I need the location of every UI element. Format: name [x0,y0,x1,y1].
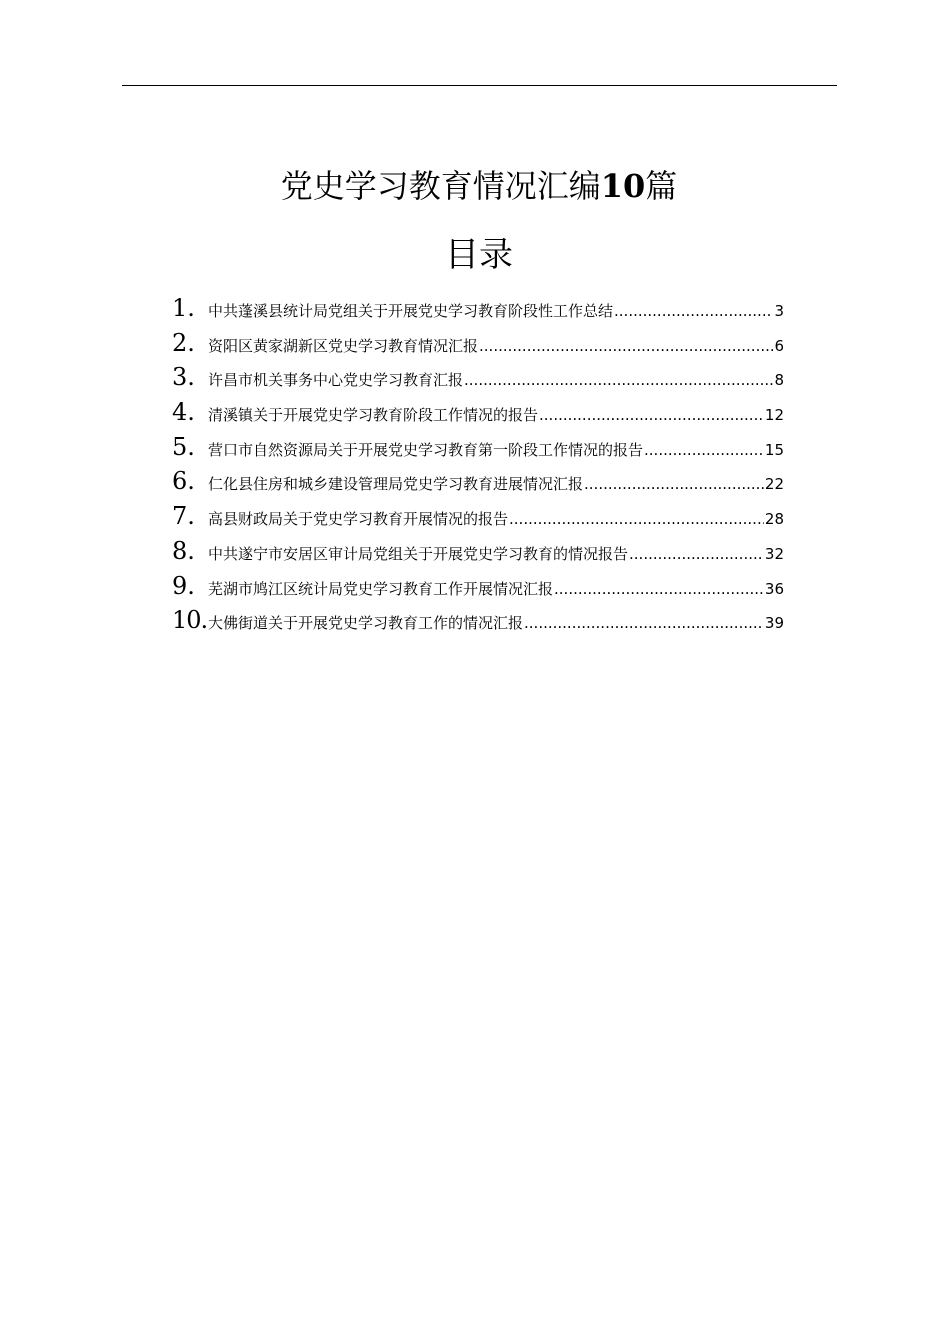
toc-item-title[interactable]: 大佛街道关于开展党史学习教育工作的情况汇报 [208,614,524,633]
toc-item-number: 1. [172,294,195,322]
document-title-main: 党史学习教育情况汇编 [280,167,601,205]
toc-item-number: 7. [172,502,195,531]
toc-item-number: 8. [172,536,195,565]
toc-item-number: 10. [172,606,208,635]
toc-item-page[interactable]: 28 [764,510,784,529]
toc-item-page[interactable]: 15 [764,440,784,459]
toc-dot-leader [629,545,764,563]
toc-dot-leader [584,475,764,493]
toc-item-5[interactable] [172,433,784,468]
document-title-count: 10 [600,167,646,205]
toc-item-title[interactable]: 中共蓬溪县统计局党组关于开展党史学习教育阶段性工作总结 [208,302,614,320]
toc-item-number: 5. [172,432,195,461]
toc-item-number: 2. [172,328,195,357]
document-title [0,162,950,210]
toc-item-page[interactable]: 22 [764,475,784,494]
toc-dot-leader [509,510,764,528]
toc-item-2[interactable] [172,329,784,364]
toc-item-title[interactable]: 仁化县住房和城乡建设管理局党史学习教育进展情况汇报 [208,475,584,494]
header-rule [122,85,837,86]
toc-item-number: 9. [172,571,195,600]
toc-item-page[interactable]: 12 [764,406,784,425]
toc-item-10[interactable] [172,606,784,641]
toc-item-title[interactable]: 芜湖市鸠江区统计局党史学习教育工作开展情况汇报 [208,579,554,598]
toc-item-title[interactable]: 资阳区黄家湖新区党史学习教育情况汇报 [208,336,479,355]
toc-item-number: 4. [172,398,195,427]
toc-dot-leader [554,580,764,598]
toc-item-8[interactable] [172,537,784,572]
toc-item-6[interactable] [172,467,784,502]
toc-item-number: 6. [172,467,195,496]
toc-item-page[interactable]: 39 [764,614,784,633]
toc-item-number: 3. [172,363,195,392]
toc-item-page[interactable]: 6 [774,336,784,355]
toc-item-title[interactable]: 营口市自然资源局关于开展党史学习教育第一阶段工作情况的报告 [208,440,644,459]
toc-dot-leader [539,406,764,424]
toc-item-title[interactable]: 中共遂宁市安居区审计局党组关于开展党史学习教育的情况报告 [208,544,629,563]
toc-item-9[interactable] [172,572,784,607]
toc-item-page[interactable]: 36 [764,579,784,598]
toc-item-page[interactable]: 8 [774,371,784,390]
toc-dot-leader [479,337,773,355]
table-of-contents [172,294,784,641]
toc-dot-leader [614,302,773,320]
toc-item-page[interactable]: 3 [774,302,784,320]
toc-item-7[interactable] [172,502,784,537]
toc-item-3[interactable] [172,363,784,398]
toc-dot-leader [644,441,764,459]
toc-item-title[interactable]: 高县财政局关于党史学习教育开展情况的报告 [208,510,509,529]
toc-heading: 目录 [445,235,513,275]
toc-dot-leader [524,614,764,632]
toc-item-1[interactable] [172,294,784,329]
toc-item-page[interactable]: 32 [764,544,784,563]
toc-item-4[interactable] [172,398,784,433]
toc-item-title[interactable]: 清溪镇关于开展党史学习教育阶段工作情况的报告 [208,406,539,425]
document-title-suffix: 篇 [645,167,678,205]
toc-item-title[interactable]: 许昌市机关事务中心党史学习教育汇报 [208,371,464,390]
toc-dot-leader [464,371,773,389]
